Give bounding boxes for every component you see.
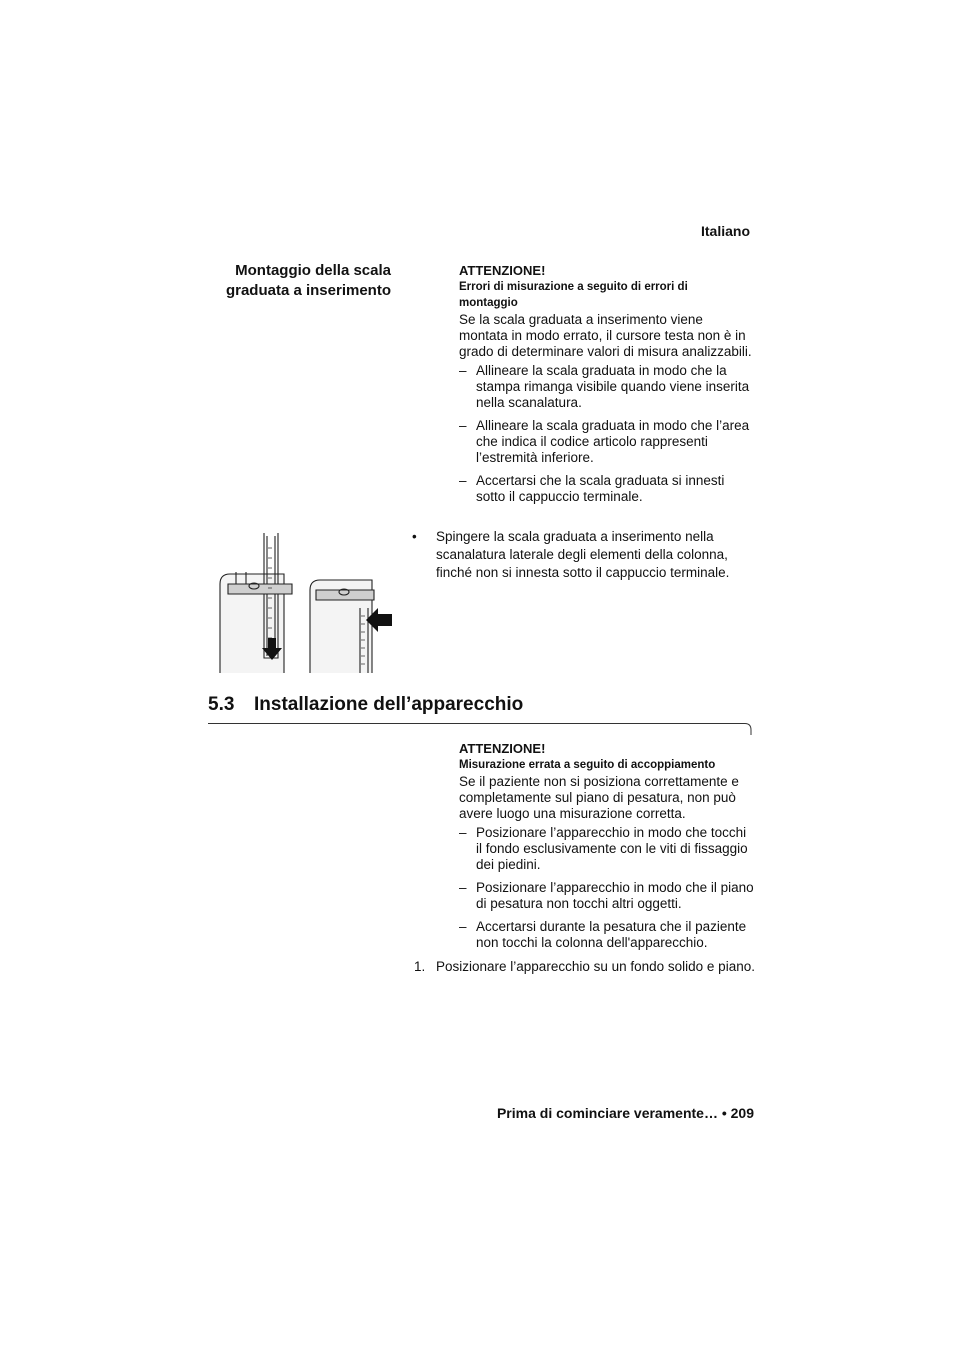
mount-warning-block bbox=[459, 262, 755, 512]
bullet-mark: • bbox=[412, 529, 417, 544]
dash-mark: – bbox=[459, 418, 467, 433]
section-title: Installazione dell’apparecchio bbox=[254, 694, 524, 715]
list-item-text: Accertarsi che la scala graduata si innesti sotto il cappuccio terminale. bbox=[476, 473, 725, 504]
numbered-step bbox=[412, 958, 757, 976]
install-warning-block bbox=[459, 740, 755, 958]
dash-mark: – bbox=[459, 825, 467, 840]
dash-mark: – bbox=[459, 363, 467, 378]
bullet-text: Spingere la scala graduata a inserimento nella scanalatura laterale degli elementi della colonna, finché non si innesta sotto il cappuccio terminale. bbox=[436, 529, 730, 580]
section-rule bbox=[208, 722, 753, 736]
language-label: Italiano bbox=[700, 223, 750, 239]
list-item bbox=[459, 919, 755, 951]
list-item-text: Accertarsi durante la pesatura che il paziente non tocchi la colonna dell'apparecchio. bbox=[476, 919, 747, 950]
list-item bbox=[459, 418, 755, 466]
section-number: 5.3 bbox=[208, 694, 235, 715]
warning-title: ATTENZIONE! bbox=[459, 263, 546, 278]
warning-subtitle-line-1: Errori di misurazione a seguito di errori di bbox=[459, 281, 688, 293]
page-footer: Prima di cominciare veramente… • 209 bbox=[496, 1105, 754, 1121]
warning-subtitle-line-2: montaggio bbox=[459, 297, 518, 309]
list-item-text: Allineare la scala graduata in modo che la stampa rimanga visibile quando viene inserita nella scanalatura. bbox=[476, 363, 750, 410]
list-item bbox=[459, 880, 755, 912]
mount-side-heading bbox=[150, 261, 391, 301]
warning-list bbox=[459, 825, 755, 951]
mount-heading-line-1: Montaggio della scala bbox=[235, 262, 391, 279]
mount-heading-line-2: graduata a inserimento bbox=[225, 282, 391, 299]
warning-text: Se il paziente non si posiziona correttamente e completamente sul piano di pesatura, non può avere luogo una misurazione corretta. bbox=[459, 774, 739, 821]
scale-mounting-illustration bbox=[212, 528, 396, 678]
warning-title: ATTENZIONE! bbox=[459, 741, 546, 756]
list-item-text: Posizionare l’apparecchio in modo che tocchi il fondo esclusivamente con le viti di fissaggio dei piedini. bbox=[476, 825, 748, 872]
warning-text: Se la scala graduata a inserimento viene montata in modo errato, il cursore testa non è in grado di determinare valori di misura analizzabili. bbox=[459, 312, 752, 359]
dash-mark: – bbox=[459, 473, 467, 488]
section-heading bbox=[208, 694, 523, 716]
dash-mark: – bbox=[459, 919, 467, 934]
warning-subtitle: Misurazione errata a seguito di accoppiamento bbox=[459, 759, 716, 771]
list-item-text: Posizionare l’apparecchio in modo che il piano di pesatura non tocchi altri oggetti. bbox=[476, 880, 754, 911]
warning-list bbox=[459, 363, 755, 505]
list-item bbox=[459, 363, 755, 411]
dash-mark: – bbox=[459, 880, 467, 895]
step-text: Posizionare l’apparecchio su un fondo solido e piano. bbox=[436, 959, 755, 974]
list-item bbox=[459, 473, 755, 505]
step-number: 1. bbox=[414, 959, 426, 974]
list-item-text: Allineare la scala graduata in modo che l’area che indica il codice articolo rappresenti l’estremità inferiore. bbox=[476, 418, 750, 465]
list-item bbox=[459, 825, 755, 873]
instruction-bullet bbox=[412, 528, 757, 582]
